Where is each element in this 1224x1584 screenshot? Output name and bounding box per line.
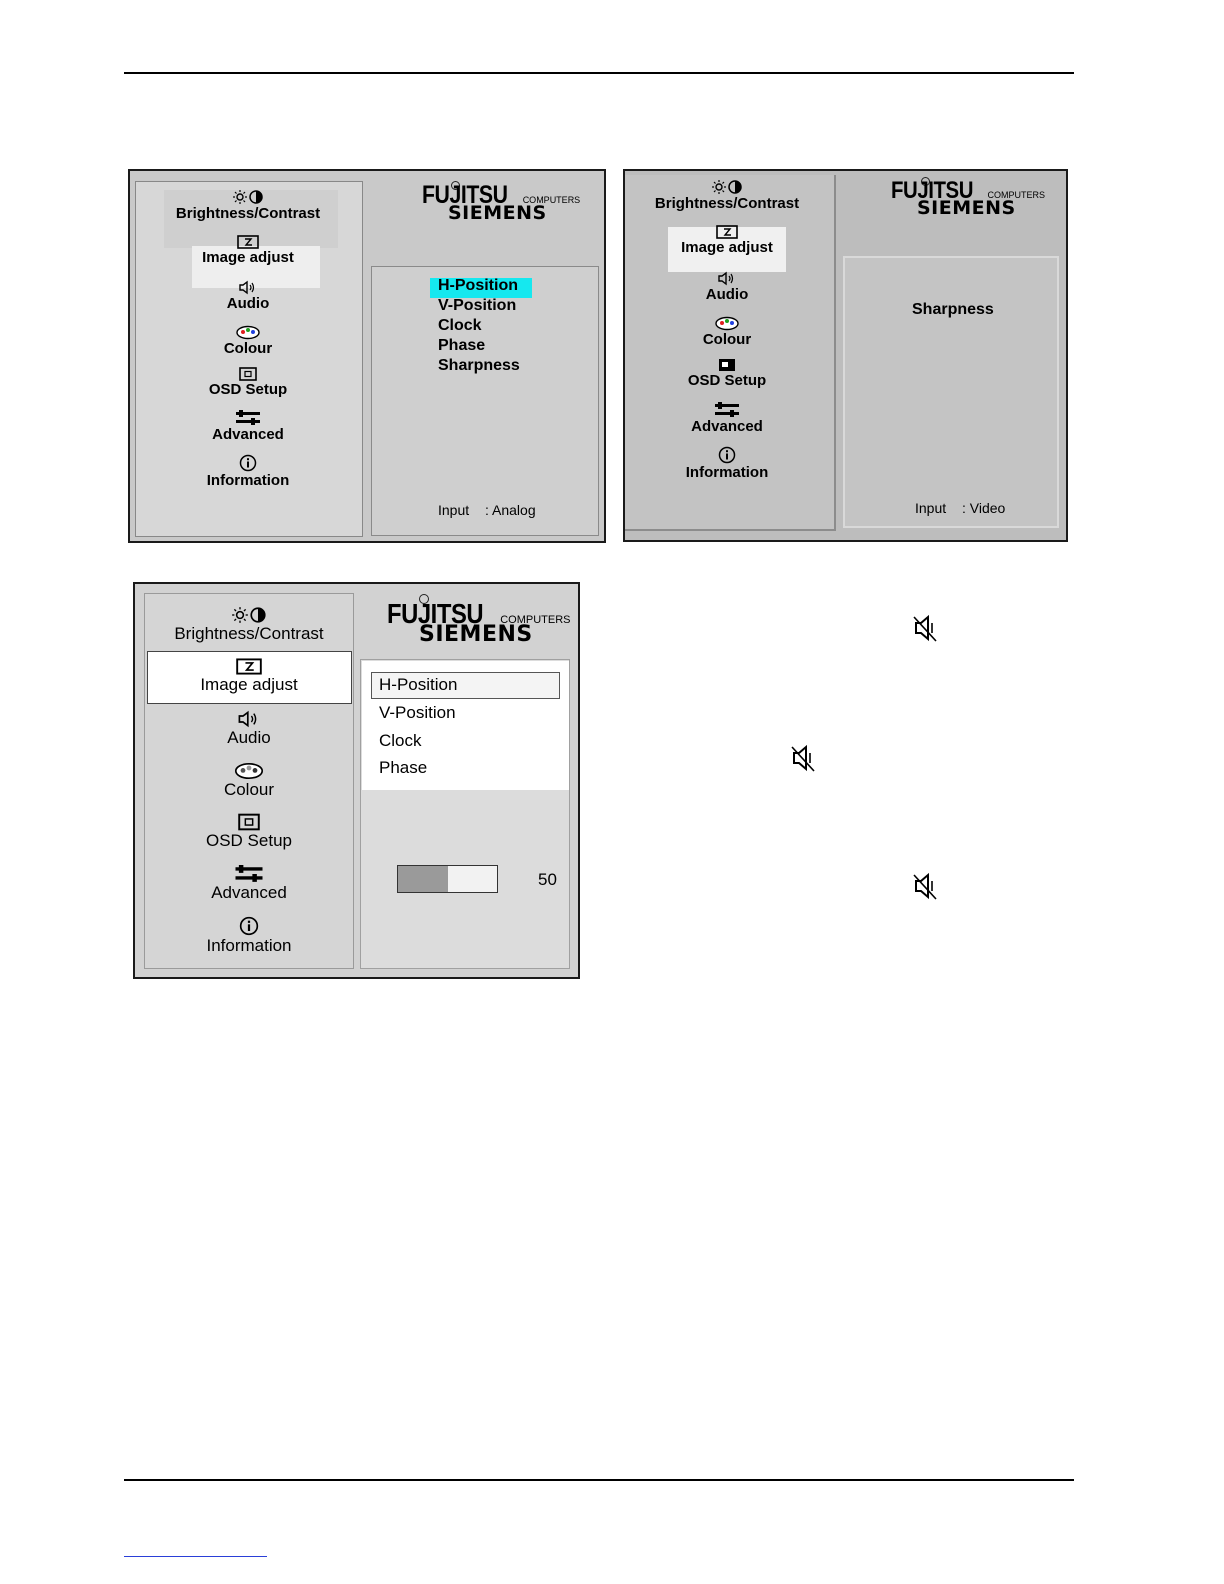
fujitsu-siemens-logo [387,600,570,646]
submenu-sharpness[interactable]: Sharpness [912,301,994,318]
menu-audio[interactable] [149,710,349,748]
menu-brightness-contrast[interactable] [149,606,349,644]
logo-fujitsu: FUJITSU [422,181,508,209]
menu-audio[interactable] [627,271,827,303]
slider-value: 50 [538,870,557,889]
advanced-icon [714,402,740,418]
logo-siemens: SIEMENS [448,202,547,224]
mute-icon [912,871,938,901]
menu-label: Audio [705,286,749,303]
brightness-contrast-icon [230,606,268,624]
osd-screenshot-slider [133,582,580,979]
submenu-v-position[interactable]: V-Position [379,703,456,722]
info-icon [718,446,736,464]
speaker-icon [237,710,261,728]
menu-label: Audio [226,295,270,312]
h-position-slider[interactable] [397,865,498,893]
menu-label: OSD Setup [687,372,767,389]
input-source-label: Input [915,500,947,516]
osd-screenshot-analog [128,169,606,543]
menu-label: Advanced [212,426,284,443]
image-adjust-icon [716,225,738,239]
submenu-phase[interactable]: Phase [438,337,486,354]
menu-label: Colour [223,780,275,799]
menu-label: Colour [702,331,752,348]
footer-rule [124,1479,1074,1481]
submenu-clock[interactable]: Clock [438,317,482,334]
menu-label: Brightness/Contrast [654,195,800,212]
input-source-value: : Video [962,500,1006,516]
menu-brightness-contrast[interactable] [627,179,827,212]
menu-label: Brightness/Contrast [175,205,321,222]
osd-submenu-panel [843,256,1059,528]
menu-label: Brightness/Contrast [174,624,324,643]
menu-osd-setup[interactable] [148,367,348,398]
menu-colour[interactable] [149,762,349,800]
fujitsu-siemens-logo [422,183,580,223]
menu-image-adjust[interactable] [149,658,349,695]
menu-audio[interactable] [148,280,348,312]
menu-advanced[interactable] [149,865,349,903]
osd-setup-icon [718,358,736,372]
menu-osd-setup[interactable] [627,358,827,389]
input-source-label: Input [438,502,470,518]
menu-label: Information [206,936,292,955]
menu-information[interactable] [627,446,827,481]
menu-label: Audio [227,728,271,747]
menu-label: Information [685,464,769,481]
menu-information[interactable] [148,454,348,489]
logo-siemens: SIEMENS [419,622,533,647]
footer-link-underline[interactable] [124,1556,267,1557]
advanced-icon [234,865,264,883]
menu-label: Advanced [211,883,287,902]
header-rule [124,72,1074,74]
palette-icon [714,316,740,331]
image-adjust-icon [237,235,259,249]
menu-colour[interactable] [148,325,348,357]
input-source-value: : Analog [485,502,536,518]
menu-advanced[interactable] [148,410,348,443]
osd-screenshot-video [623,169,1068,542]
menu-colour[interactable] [627,316,827,348]
info-icon [239,454,257,472]
menu-image-adjust[interactable] [148,235,348,266]
menu-osd-setup[interactable] [149,813,349,851]
menu-advanced[interactable] [627,402,827,435]
brightness-contrast-icon [711,179,743,195]
fujitsu-siemens-logo [891,179,1045,218]
speaker-icon [238,280,258,295]
logo-computers: COMPUTERS [522,195,581,205]
menu-image-adjust[interactable] [627,225,827,256]
brightness-contrast-icon [232,189,264,205]
menu-label: OSD Setup [208,381,288,398]
logo-fujitsu: FUJITSU [387,598,484,629]
osd-setup-icon [238,813,260,831]
menu-brightness-contrast[interactable] [148,189,348,222]
image-adjust-icon [236,658,262,675]
logo-siemens: SIEMENS [917,197,1016,219]
menu-label: OSD Setup [206,831,292,850]
palette-icon [233,762,265,780]
logo-computers: COMPUTERS [987,190,1046,200]
mute-icon [790,743,816,773]
menu-label: Colour [223,340,273,357]
palette-icon [235,325,261,340]
menu-label: Image adjust [681,239,773,256]
mute-icon [912,613,938,643]
osd-setup-icon [239,367,257,381]
speaker-icon [717,271,737,286]
logo-fujitsu: FUJITSU [891,177,974,204]
advanced-icon [235,410,261,426]
submenu-sharpness[interactable]: Sharpness [438,357,520,374]
submenu-v-position[interactable]: V-Position [438,297,517,314]
submenu-phase[interactable]: Phase [379,758,428,777]
submenu-h-position[interactable]: H-Position [438,277,518,294]
submenu-clock[interactable]: Clock [379,731,422,750]
menu-label: Image adjust [200,675,298,694]
info-icon [239,916,259,936]
menu-information[interactable] [149,916,349,956]
menu-label: Image adjust [202,249,294,266]
submenu-h-position[interactable]: H-Position [379,675,458,694]
menu-label: Advanced [691,418,763,435]
menu-label: Information [206,472,290,489]
slider-fill [398,866,448,892]
logo-computers: COMPUTERS [500,614,571,626]
